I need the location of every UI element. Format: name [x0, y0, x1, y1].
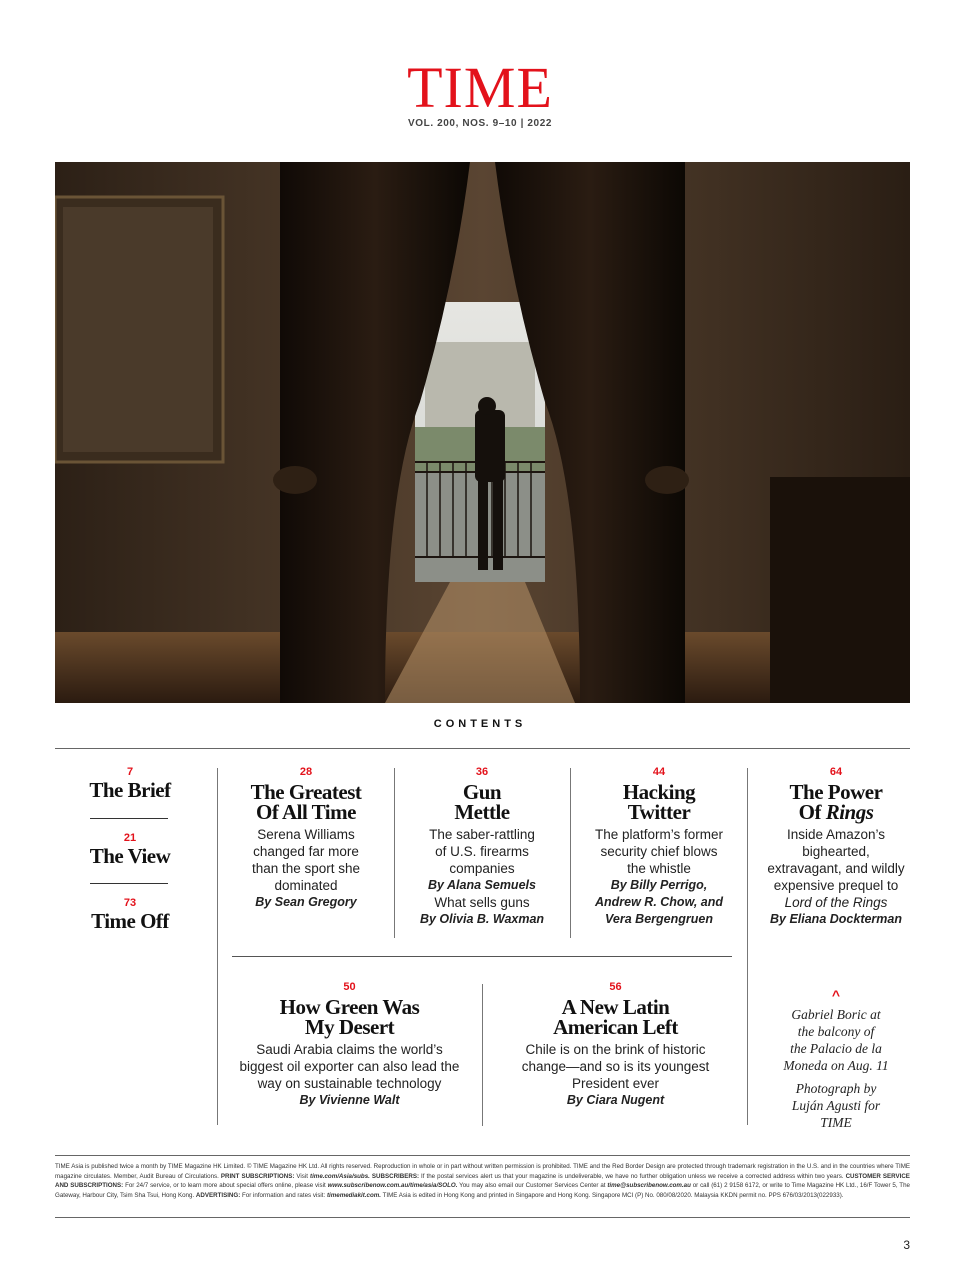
page-number: 50 — [343, 981, 356, 993]
dek-line: dominated — [274, 878, 338, 893]
feature-hacking-twitter[interactable] — [574, 766, 744, 928]
fine-text: TIME Asia is published twice a month by TIME Magazine HK Limited. © TIME Magazine HK Ltd. All rights reserved. Reproduction in whole or in part without written permission is prohibited. TIME and the Red Border Design are protected through trademark registration in the U.S. and in the countries where TIME magazine circulates. Member, Audit Bureau of Circulations. — [55, 1163, 910, 1180]
fine-text: For information and rates visit: — [242, 1191, 326, 1199]
caret-up-icon: ^ — [831, 987, 841, 1003]
dek-line: expensive prequel to — [773, 878, 899, 893]
credit-line: Photograph by — [795, 1081, 877, 1096]
balcony-photo-illustration — [55, 162, 910, 703]
headline-line: Twitter — [627, 800, 691, 824]
headline-line: American Left — [553, 1015, 678, 1039]
feature-greatest-of-all-time[interactable] — [222, 766, 390, 911]
caption-line: the Palacio de la — [790, 1041, 882, 1056]
dek-line: bighearted, — [802, 844, 870, 859]
fine-label: ADVERTISING: — [195, 1191, 241, 1199]
page-number: 7 — [126, 766, 134, 778]
section-title: The View — [89, 844, 171, 868]
section-view[interactable] — [60, 832, 200, 866]
headline-line: Of All Time — [256, 800, 356, 824]
feature-new-latin-american-left[interactable] — [488, 981, 743, 1109]
fine-text: or call (61) 2 9158 6172, or write to Time Magazine HK Ltd., 16/F Tower 5, The Gateway, Harbour City, Tsim Sha Tsui, Hong Kong. — [55, 1182, 910, 1199]
dek-line: The saber-rattling — [429, 827, 535, 842]
page-folio: 3 — [903, 1238, 910, 1252]
column-rule — [217, 768, 218, 1125]
headline-line: Mettle — [454, 800, 510, 824]
headline-line: How Green Was — [279, 995, 420, 1019]
feature-gun-mettle[interactable] — [398, 766, 566, 928]
contents-label: CONTENTS — [433, 718, 527, 730]
page-number: 44 — [652, 766, 666, 778]
byline: By Ciara Nugent — [566, 1093, 665, 1107]
feature-power-of-rings[interactable] — [752, 766, 920, 928]
fine-link[interactable]: time.com/Asia/subs. — [310, 1172, 370, 1180]
dek-line: President ever — [571, 1076, 660, 1091]
caption-line: Gabriel Boric at — [791, 1007, 881, 1022]
dek-line: Lord of the Rings — [784, 895, 888, 910]
dek-line: biggest oil exporter can also lead the — [239, 1059, 460, 1074]
headline-line: My Desert — [304, 1015, 395, 1039]
photo-caption — [758, 988, 914, 1131]
credit-line: TIME — [820, 1115, 852, 1130]
section-time-off[interactable] — [60, 897, 200, 931]
fine-text: For 24/7 service, or to learn more about special offers online, please visit — [125, 1182, 326, 1189]
headline-line: Hacking — [622, 780, 696, 804]
column-rule — [482, 984, 483, 1126]
byline: By Alana Semuels — [428, 878, 536, 892]
fine-link[interactable]: timemediakit.com. — [326, 1191, 381, 1199]
section-title: The Brief — [89, 778, 171, 802]
dek-line: security chief blows — [600, 844, 718, 859]
page-number: 56 — [609, 981, 622, 993]
fine-text: If the postal services alert us that your magazine is undeliverable, we have no further obligation unless we receive a corrected address within two years. — [421, 1172, 844, 1180]
dek-line: Inside Amazon’s — [786, 827, 886, 842]
byline: By Olivia B. Waxman — [419, 912, 545, 926]
caption-line: the balcony of — [797, 1024, 875, 1039]
dek-line: the whistle — [627, 861, 691, 876]
caption-line: Moneda on Aug. 11 — [783, 1058, 889, 1073]
section-title: Time Off — [91, 909, 169, 933]
dek-line: change—and so is its youngest — [521, 1059, 710, 1074]
dek-line: What sells guns — [434, 895, 530, 910]
column-rule — [747, 768, 748, 1125]
headline-prefix: Of — [798, 800, 826, 824]
dek-line: of U.S. firearms — [435, 844, 529, 859]
headline-line: The Greatest — [250, 780, 362, 804]
top-rule — [55, 748, 910, 749]
fine-label: CUSTOMER SERVICE AND SUBSCRIPTIONS: — [55, 1172, 910, 1189]
headline-line — [752, 802, 920, 822]
section-divider — [90, 883, 168, 884]
mid-rule — [232, 956, 732, 957]
dek-line: Saudi Arabia claims the world’s — [256, 1042, 443, 1057]
bottom-rule — [55, 1155, 910, 1156]
dek-line: extravagant, and wildly — [767, 861, 905, 876]
byline-line: Vera Bergengruen — [605, 912, 713, 926]
fine-label: SUBSCRIBERS: — [371, 1172, 420, 1180]
dek-line: changed far more — [253, 844, 359, 859]
headline-line: The Power — [789, 780, 883, 804]
fine-link[interactable]: www.subscribenow.com.au/time/asia/SOLO. — [327, 1182, 458, 1189]
time-logo: TIME — [407, 55, 553, 120]
bottom-rule — [55, 1217, 910, 1218]
dek-line: way on sustainable technology — [257, 1076, 442, 1091]
byline: By Sean Gregory — [255, 895, 357, 909]
dek-line: than the sport she — [251, 861, 361, 876]
dek-line: Serena Williams — [257, 827, 355, 842]
dek-line: Chile is on the brink of historic — [525, 1042, 706, 1057]
headline-italic: Rings — [825, 800, 874, 824]
page-number: 36 — [475, 766, 489, 778]
fine-label: PRINT SUBSCRIPTIONS: — [220, 1172, 295, 1180]
page-number: 28 — [299, 766, 313, 778]
legal-fine-print — [55, 1162, 910, 1200]
headline-line: Gun — [462, 780, 502, 804]
page-number: 64 — [829, 766, 843, 778]
byline: By Eliana Dockterman — [770, 912, 902, 926]
column-rule — [394, 768, 395, 938]
section-divider — [90, 818, 168, 819]
page-number: 73 — [123, 897, 137, 909]
fine-text: TIME Asia is edited in Hong Kong and printed in Singapore and Hong Kong. Singapore MCI (P) No. 080/08/2020. Malaysia KKDN permit no. PPS 676/03/2013(022933). — [382, 1191, 844, 1199]
issue-line: VOL. 200, NOS. 9–10 | 2022 — [407, 118, 553, 129]
byline: By Vivienne Walt — [299, 1093, 400, 1107]
dek-line: companies — [449, 861, 515, 876]
fine-text: You may also email our Customer Services Center at — [459, 1182, 606, 1189]
byline-line: By Billy Perrigo, — [610, 878, 708, 892]
fine-link[interactable]: time@subscribenow.com.au — [607, 1182, 691, 1189]
column-rule — [570, 768, 571, 938]
credit-line: Luján Agusti for — [791, 1098, 881, 1113]
byline-line: Andrew R. Chow, and — [594, 895, 723, 909]
feature-how-green-was-my-desert[interactable] — [222, 981, 477, 1109]
section-brief[interactable] — [60, 766, 200, 800]
headline-line: A New Latin — [561, 995, 670, 1019]
cover-photo — [55, 162, 910, 703]
page-number: 21 — [123, 832, 137, 844]
fine-text: Visit — [296, 1172, 308, 1180]
dek-line: The platform’s former — [594, 827, 724, 842]
